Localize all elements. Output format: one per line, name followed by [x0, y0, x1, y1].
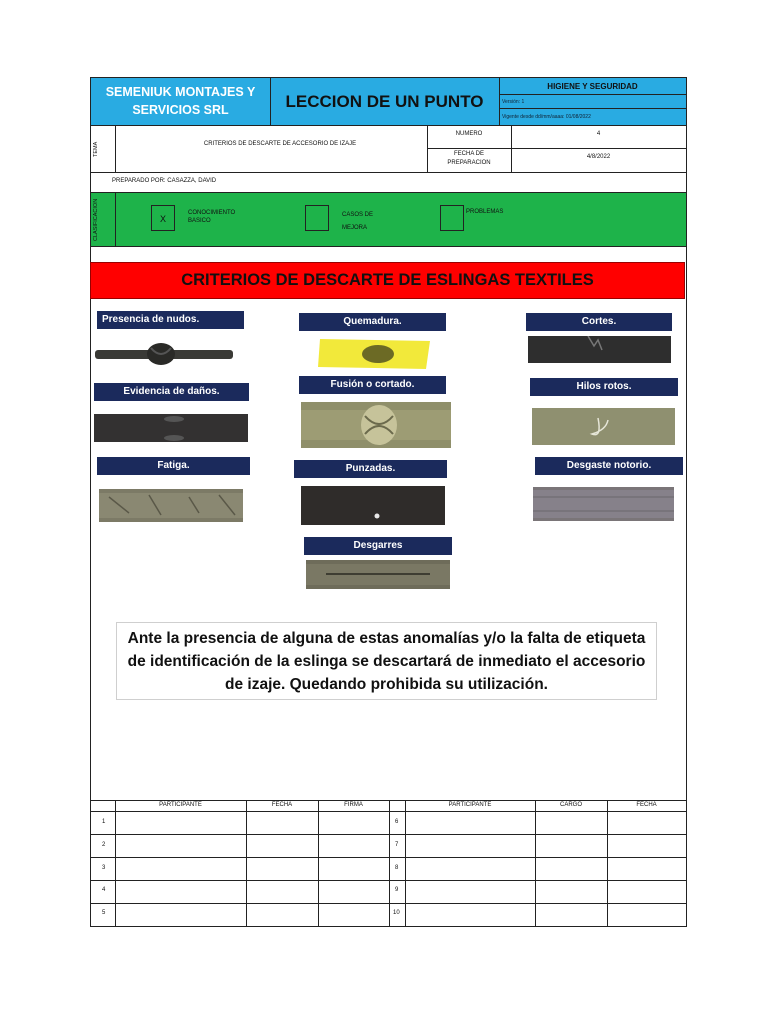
- option-casos-mejora-label: CASOS DE MEJORA: [342, 212, 374, 231]
- classification-row: [91, 193, 686, 246]
- notice-text: Ante la presencia de alguna de estas anomalías y/o la falta de etiqueta de identificación de la eslinga se descartará de inmediato el accesorio de izaje. Quedando prohibida su utilización.: [116, 622, 657, 700]
- row-number: 4: [102, 887, 106, 893]
- classification-label: CLASIFICACION: [93, 198, 99, 241]
- divider: [115, 800, 116, 926]
- divider: [389, 800, 390, 926]
- criteria-title: CRITERIOS DE DESCARTE DE ESLINGAS TEXTILES: [90, 262, 685, 299]
- divider: [607, 800, 608, 926]
- fecha-label: FECHA DE PREPARACION: [447, 151, 491, 166]
- col-fecha: FECHA: [636, 802, 657, 808]
- criterion-label: Fusión o cortado.: [299, 376, 446, 394]
- col-firma: FIRMA: [344, 802, 363, 808]
- tema-value: CRITERIOS DE DESCARTE DE ACCESORIO DE IZAJE: [203, 141, 357, 147]
- divider: [427, 148, 686, 149]
- tema-label: TEMA: [93, 141, 99, 157]
- company-name: SEMENIUK MONTAJES Y SERVICIOS SRL: [91, 78, 270, 125]
- row-number: 5: [102, 910, 106, 916]
- row-number: 1: [102, 819, 106, 825]
- sling-fusion-image: [301, 402, 451, 448]
- numero-value: 4: [596, 131, 601, 137]
- divider: [499, 78, 500, 125]
- col-participante: PARTICIPANTE: [159, 802, 202, 808]
- document-title: LECCION DE UN PUNTO: [270, 78, 499, 125]
- divider: [115, 193, 116, 246]
- valid-from-label: Vigente desde dd/mm/aaaa: 01/08/2022: [499, 109, 686, 125]
- col-participante: PARTICIPANTE: [448, 802, 492, 808]
- divider: [405, 800, 406, 926]
- option-conocimiento-label: CONOCIMIENTO BASICO: [188, 210, 236, 224]
- divider: [535, 800, 536, 926]
- sling-knot-image: [95, 342, 233, 366]
- divider: [91, 246, 686, 247]
- criterion-label: Hilos rotos.: [530, 378, 678, 396]
- criterion-label: Cortes.: [526, 313, 672, 331]
- criterion-label: Desgarres: [304, 537, 452, 555]
- option-problemas-label: PROBLEMAS: [466, 209, 504, 215]
- divider: [115, 125, 116, 172]
- criterion-label: Punzadas.: [294, 460, 447, 478]
- sling-cut-image: [528, 336, 671, 363]
- checkbox-conocimiento[interactable]: X: [151, 205, 175, 231]
- divider: [91, 125, 686, 126]
- col-fecha: FECHA: [271, 802, 293, 808]
- row-number: 6: [395, 819, 399, 825]
- sling-burn-image: [318, 337, 432, 371]
- sling-puncture-image: [301, 486, 445, 525]
- divider: [270, 78, 271, 125]
- divider: [91, 172, 686, 173]
- section-label: HIGIENE Y SEGURIDAD: [499, 78, 686, 95]
- numero-label: NUMERO: [455, 131, 483, 137]
- row-number: 7: [395, 842, 399, 848]
- row-number: 9: [395, 887, 399, 893]
- row-number: 10: [393, 910, 400, 916]
- row-number: 3: [102, 865, 106, 871]
- sling-tear-image: [306, 560, 450, 589]
- sling-wear-image: [533, 487, 674, 521]
- criterion-label: Quemadura.: [299, 313, 446, 331]
- checkbox-problemas[interactable]: [440, 205, 464, 231]
- col-cargo: CARGO: [559, 802, 582, 808]
- sling-damage-image: [94, 414, 248, 442]
- prepared-by: PREPARADO POR: CASAZZA, DAVID: [112, 178, 217, 184]
- sling-broken-threads-image: [532, 408, 675, 445]
- fecha-value: 4/8/2022: [586, 154, 611, 160]
- criterion-label: Desgaste notorio.: [535, 457, 683, 475]
- criterion-label: Presencia de nudos.: [97, 311, 244, 329]
- version-label: Versión: 1: [499, 95, 686, 109]
- row-number: 2: [102, 842, 106, 848]
- sling-fatigue-image: [99, 489, 243, 522]
- divider: [318, 800, 319, 926]
- criterion-label: Evidencia de daños.: [94, 383, 249, 401]
- divider: [246, 800, 247, 926]
- row-number: 8: [395, 865, 399, 871]
- checkbox-casos-mejora[interactable]: [305, 205, 329, 231]
- criterion-label: Fatiga.: [97, 457, 250, 475]
